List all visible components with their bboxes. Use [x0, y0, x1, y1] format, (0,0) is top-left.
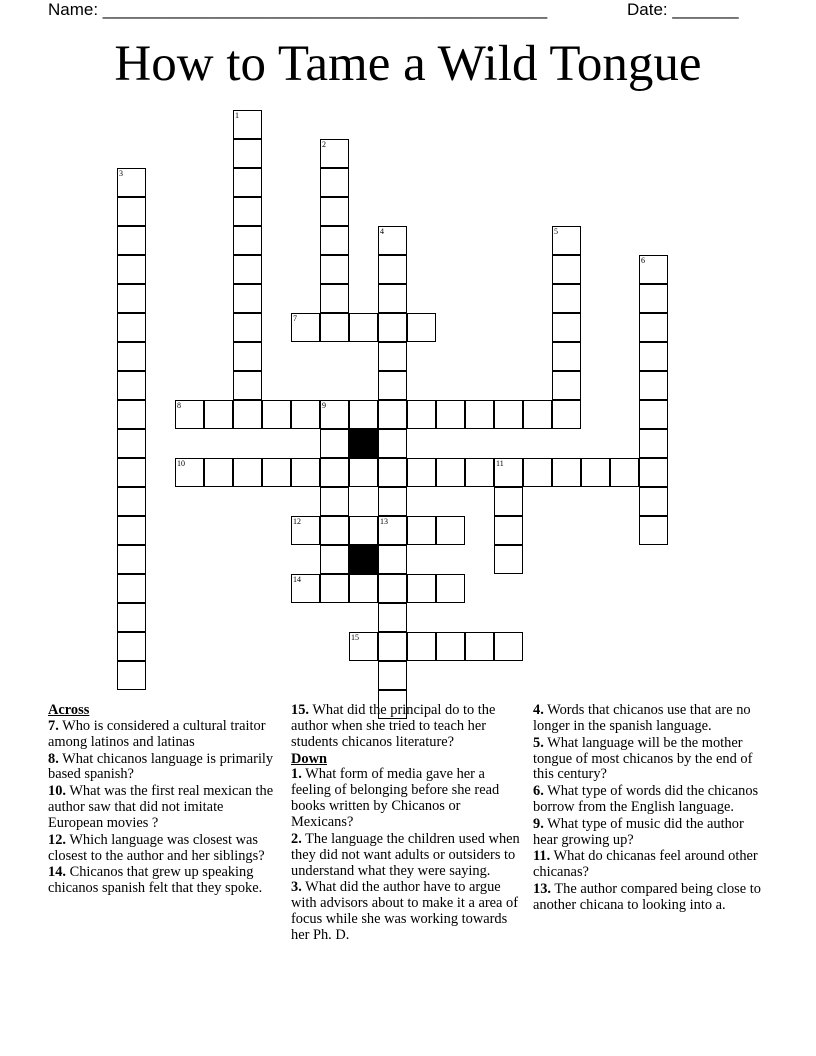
- grid-cell[interactable]: [233, 168, 262, 197]
- clue-text: The author compared being close to another chicana to looking into a.: [533, 880, 761, 913]
- grid-cell[interactable]: [117, 574, 146, 603]
- grid-cell[interactable]: [378, 516, 407, 545]
- across-clue: [291, 703, 525, 751]
- clue-number: 8: [177, 401, 181, 410]
- grid-cell[interactable]: [320, 168, 349, 197]
- clue-text: Chicanos that grew up speaking chicanos spanish felt that they spoke.: [48, 864, 263, 897]
- grid-cell[interactable]: [117, 487, 146, 516]
- grid-cell[interactable]: [320, 226, 349, 255]
- across-clue: [48, 784, 280, 832]
- clue-number-label: 7.: [48, 717, 59, 734]
- clue-number: 14: [293, 575, 301, 584]
- grid-cell[interactable]: [436, 574, 465, 603]
- grid-cell[interactable]: [552, 284, 581, 313]
- grid-cell[interactable]: [233, 284, 262, 313]
- down-clue: [291, 767, 525, 831]
- grid-cell[interactable]: [436, 632, 465, 661]
- grid-cell[interactable]: [117, 516, 146, 545]
- clue-section-heading: Across: [48, 702, 90, 718]
- down-clue: [533, 784, 765, 816]
- grid-cell[interactable]: [117, 226, 146, 255]
- grid-cell[interactable]: [117, 603, 146, 632]
- down-clue: [533, 882, 765, 914]
- grid-cell[interactable]: [378, 458, 407, 487]
- grid-cell[interactable]: [465, 400, 494, 429]
- grid-cell[interactable]: [639, 400, 668, 429]
- grid-cell[interactable]: [436, 458, 465, 487]
- grid-cell[interactable]: [552, 313, 581, 342]
- clue-number-label: 15.: [291, 702, 309, 718]
- grid-cell[interactable]: [378, 429, 407, 458]
- clues-column-1: [48, 703, 280, 898]
- grid-cell[interactable]: [320, 574, 349, 603]
- down-clue: [533, 817, 765, 849]
- grid-cell[interactable]: [349, 400, 378, 429]
- clue-number-label: 11.: [533, 848, 551, 865]
- grid-cell[interactable]: [233, 110, 262, 139]
- grid-cell[interactable]: [320, 313, 349, 342]
- clue-text: Which language was closest was closest to the author and her siblings?: [48, 831, 265, 864]
- grid-cell[interactable]: [117, 632, 146, 661]
- grid-cell[interactable]: [175, 458, 204, 487]
- clue-text: What did the principal do to the author when she tried to teach her students chicanos literature?: [291, 702, 496, 750]
- grid-cell[interactable]: [320, 284, 349, 313]
- grid-cell[interactable]: [494, 400, 523, 429]
- grid-cell[interactable]: [349, 632, 378, 661]
- grid-cell[interactable]: [233, 400, 262, 429]
- grid-cell[interactable]: [552, 371, 581, 400]
- grid-cell[interactable]: [320, 400, 349, 429]
- clue-text: Words that chicanos use that are no longer in the spanish language.: [533, 702, 751, 734]
- clue-text: The language the children used when they did not want adults or outsiders to understand what they were saying.: [291, 830, 520, 879]
- clue-text: What was the first real mexican the author saw that did not imitate European movies ?: [48, 783, 274, 831]
- grid-cell[interactable]: [349, 458, 378, 487]
- grid-cell[interactable]: [233, 255, 262, 284]
- clue-text: What chicanos language is primarily based spanish?: [48, 750, 274, 783]
- grid-cell[interactable]: [117, 458, 146, 487]
- clue-number: 1: [235, 111, 239, 120]
- grid-cell[interactable]: [407, 313, 436, 342]
- grid-cell[interactable]: [262, 458, 291, 487]
- grid-cell[interactable]: [291, 574, 320, 603]
- grid-cell[interactable]: [291, 516, 320, 545]
- clue-text: What form of media gave her a feeling of belonging before she read books written by Chicanos or Mexicans?: [291, 766, 500, 831]
- grid-cell[interactable]: [523, 400, 552, 429]
- down-clue: [533, 703, 765, 735]
- grid-cell[interactable]: [378, 342, 407, 371]
- grid-cell[interactable]: [378, 226, 407, 255]
- grid-cell[interactable]: [436, 516, 465, 545]
- grid-cell[interactable]: [117, 661, 146, 690]
- grid-cell[interactable]: [465, 458, 494, 487]
- grid-cell[interactable]: [320, 255, 349, 284]
- grid-cell[interactable]: [407, 574, 436, 603]
- grid-cell[interactable]: [639, 429, 668, 458]
- grid-cell[interactable]: [610, 458, 639, 487]
- clue-number: 12: [293, 517, 301, 526]
- clue-text: What do chicanas feel around other chicanas?: [533, 848, 758, 881]
- clue-number-label: 3.: [291, 879, 302, 896]
- grid-cell[interactable]: [465, 632, 494, 661]
- grid-cell[interactable]: [378, 574, 407, 603]
- grid-cell[interactable]: [552, 342, 581, 371]
- grid-cell[interactable]: [117, 371, 146, 400]
- grid-cell[interactable]: [349, 516, 378, 545]
- across-clue: [48, 865, 280, 897]
- grid-cell[interactable]: [639, 487, 668, 516]
- grid-cell[interactable]: [117, 342, 146, 371]
- grid-cell[interactable]: [117, 197, 146, 226]
- clue-text: What type of music did the author hear growing up?: [533, 815, 744, 848]
- grid-cell[interactable]: [407, 632, 436, 661]
- clue-number-label: 13.: [533, 880, 551, 897]
- grid-cell[interactable]: [639, 255, 668, 284]
- grid-cell[interactable]: [175, 400, 204, 429]
- grid-cell[interactable]: [639, 284, 668, 313]
- clue-number: 11: [496, 459, 504, 468]
- grid-cell[interactable]: [320, 429, 349, 458]
- grid-cell[interactable]: [639, 313, 668, 342]
- date-field: Date: _______: [627, 0, 739, 19]
- grid-cell[interactable]: [117, 313, 146, 342]
- grid-cell[interactable]: [639, 516, 668, 545]
- clues-column-2: [291, 703, 525, 945]
- grid-cell[interactable]: [494, 632, 523, 661]
- clue-number: 9: [322, 401, 326, 410]
- grid-cell[interactable]: [552, 255, 581, 284]
- grid-cell[interactable]: [349, 313, 378, 342]
- down-clue: [291, 880, 525, 944]
- grid-cell[interactable]: [320, 545, 349, 574]
- grid-cell[interactable]: [494, 545, 523, 574]
- down-clue: [533, 849, 765, 881]
- clue-text: What language will be the mother tongue of most chicanos by the end of this century?: [533, 734, 753, 783]
- grid-cell[interactable]: [320, 458, 349, 487]
- clue-text: What type of words did the chicanos borrow from the English language.: [533, 783, 759, 816]
- down-clue: [533, 736, 765, 784]
- name-field: Name: _______________________________________________: [48, 0, 548, 19]
- grid-cell[interactable]: [436, 400, 465, 429]
- grid-cell[interactable]: [233, 197, 262, 226]
- clue-number-label: 10.: [48, 783, 66, 800]
- grid-cell[interactable]: [639, 371, 668, 400]
- grid-cell[interactable]: [407, 516, 436, 545]
- page-title: How to Tame a Wild Tongue: [114, 36, 702, 92]
- clue-number: 10: [177, 459, 185, 468]
- clue-number-label: 1.: [291, 766, 302, 783]
- grid-cell[interactable]: [378, 284, 407, 313]
- blocked-cell: [349, 429, 378, 458]
- grid-cell[interactable]: [117, 168, 146, 197]
- grid-cell[interactable]: [233, 371, 262, 400]
- grid-cell[interactable]: [262, 400, 291, 429]
- grid-cell[interactable]: [552, 226, 581, 255]
- clue-number: 15: [351, 633, 359, 642]
- clue-text: What did the author have to argue with advisors about to make it a area of focus while she was working towards her Ph. D.: [291, 879, 518, 944]
- grid-cell[interactable]: [407, 458, 436, 487]
- grid-cell[interactable]: [407, 400, 436, 429]
- grid-cell[interactable]: [291, 400, 320, 429]
- grid-cell[interactable]: [552, 458, 581, 487]
- grid-cell[interactable]: [204, 400, 233, 429]
- clue-number-label: 2.: [291, 830, 302, 847]
- grid-cell[interactable]: [378, 545, 407, 574]
- clue-number-label: 14.: [48, 864, 66, 881]
- grid-cell[interactable]: [378, 487, 407, 516]
- clue-number: 7: [293, 314, 297, 323]
- clue-number-label: 9.: [533, 815, 544, 832]
- grid-cell[interactable]: [639, 458, 668, 487]
- grid-cell[interactable]: [117, 255, 146, 284]
- grid-cell[interactable]: [320, 197, 349, 226]
- across-clue: [48, 833, 280, 865]
- grid-cell[interactable]: [117, 429, 146, 458]
- grid-cell[interactable]: [233, 226, 262, 255]
- grid-cell[interactable]: [204, 458, 233, 487]
- grid-cell[interactable]: [291, 458, 320, 487]
- grid-cell[interactable]: [378, 400, 407, 429]
- grid-cell[interactable]: [320, 516, 349, 545]
- grid-cell[interactable]: [581, 458, 610, 487]
- clue-number: 5: [554, 227, 558, 236]
- grid-cell[interactable]: [291, 313, 320, 342]
- grid-cell[interactable]: [494, 487, 523, 516]
- grid-cell[interactable]: [233, 342, 262, 371]
- across-clue: [48, 752, 280, 784]
- grid-cell[interactable]: [494, 516, 523, 545]
- grid-cell[interactable]: [378, 661, 407, 690]
- grid-cell[interactable]: [233, 458, 262, 487]
- clue-number-label: 6.: [533, 783, 544, 800]
- grid-cell[interactable]: [378, 603, 407, 632]
- clue-number: 13: [380, 517, 388, 526]
- clue-number-label: 12.: [48, 831, 66, 848]
- grid-cell[interactable]: [233, 313, 262, 342]
- clue-number-label: 4.: [533, 702, 544, 718]
- clue-number: 6: [641, 256, 645, 265]
- across-clue: [48, 719, 280, 751]
- grid-cell[interactable]: [117, 545, 146, 574]
- grid-cell[interactable]: [523, 458, 552, 487]
- grid-cell[interactable]: [552, 400, 581, 429]
- grid-cell[interactable]: [117, 284, 146, 313]
- clue-number: 2: [322, 140, 326, 149]
- grid-cell[interactable]: [117, 400, 146, 429]
- down-clue: [291, 832, 525, 880]
- grid-cell[interactable]: [378, 632, 407, 661]
- clue-number: 3: [119, 169, 123, 178]
- grid-cell[interactable]: [378, 255, 407, 284]
- grid-cell[interactable]: [320, 487, 349, 516]
- blocked-cell: [349, 545, 378, 574]
- clue-number-label: 8.: [48, 750, 59, 767]
- grid-cell[interactable]: [378, 371, 407, 400]
- clue-section-heading: Down: [291, 750, 327, 767]
- clues-column-3: [533, 703, 765, 915]
- grid-cell[interactable]: [494, 458, 523, 487]
- grid-cell[interactable]: [378, 313, 407, 342]
- grid-cell[interactable]: [233, 139, 262, 168]
- grid-cell[interactable]: [639, 342, 668, 371]
- grid-cell[interactable]: [320, 139, 349, 168]
- grid-cell[interactable]: [349, 574, 378, 603]
- clue-number: 4: [380, 227, 384, 236]
- clue-number-label: 5.: [533, 734, 544, 751]
- clue-text: Who is considered a cultural traitor among latinos and latinas: [48, 717, 266, 750]
